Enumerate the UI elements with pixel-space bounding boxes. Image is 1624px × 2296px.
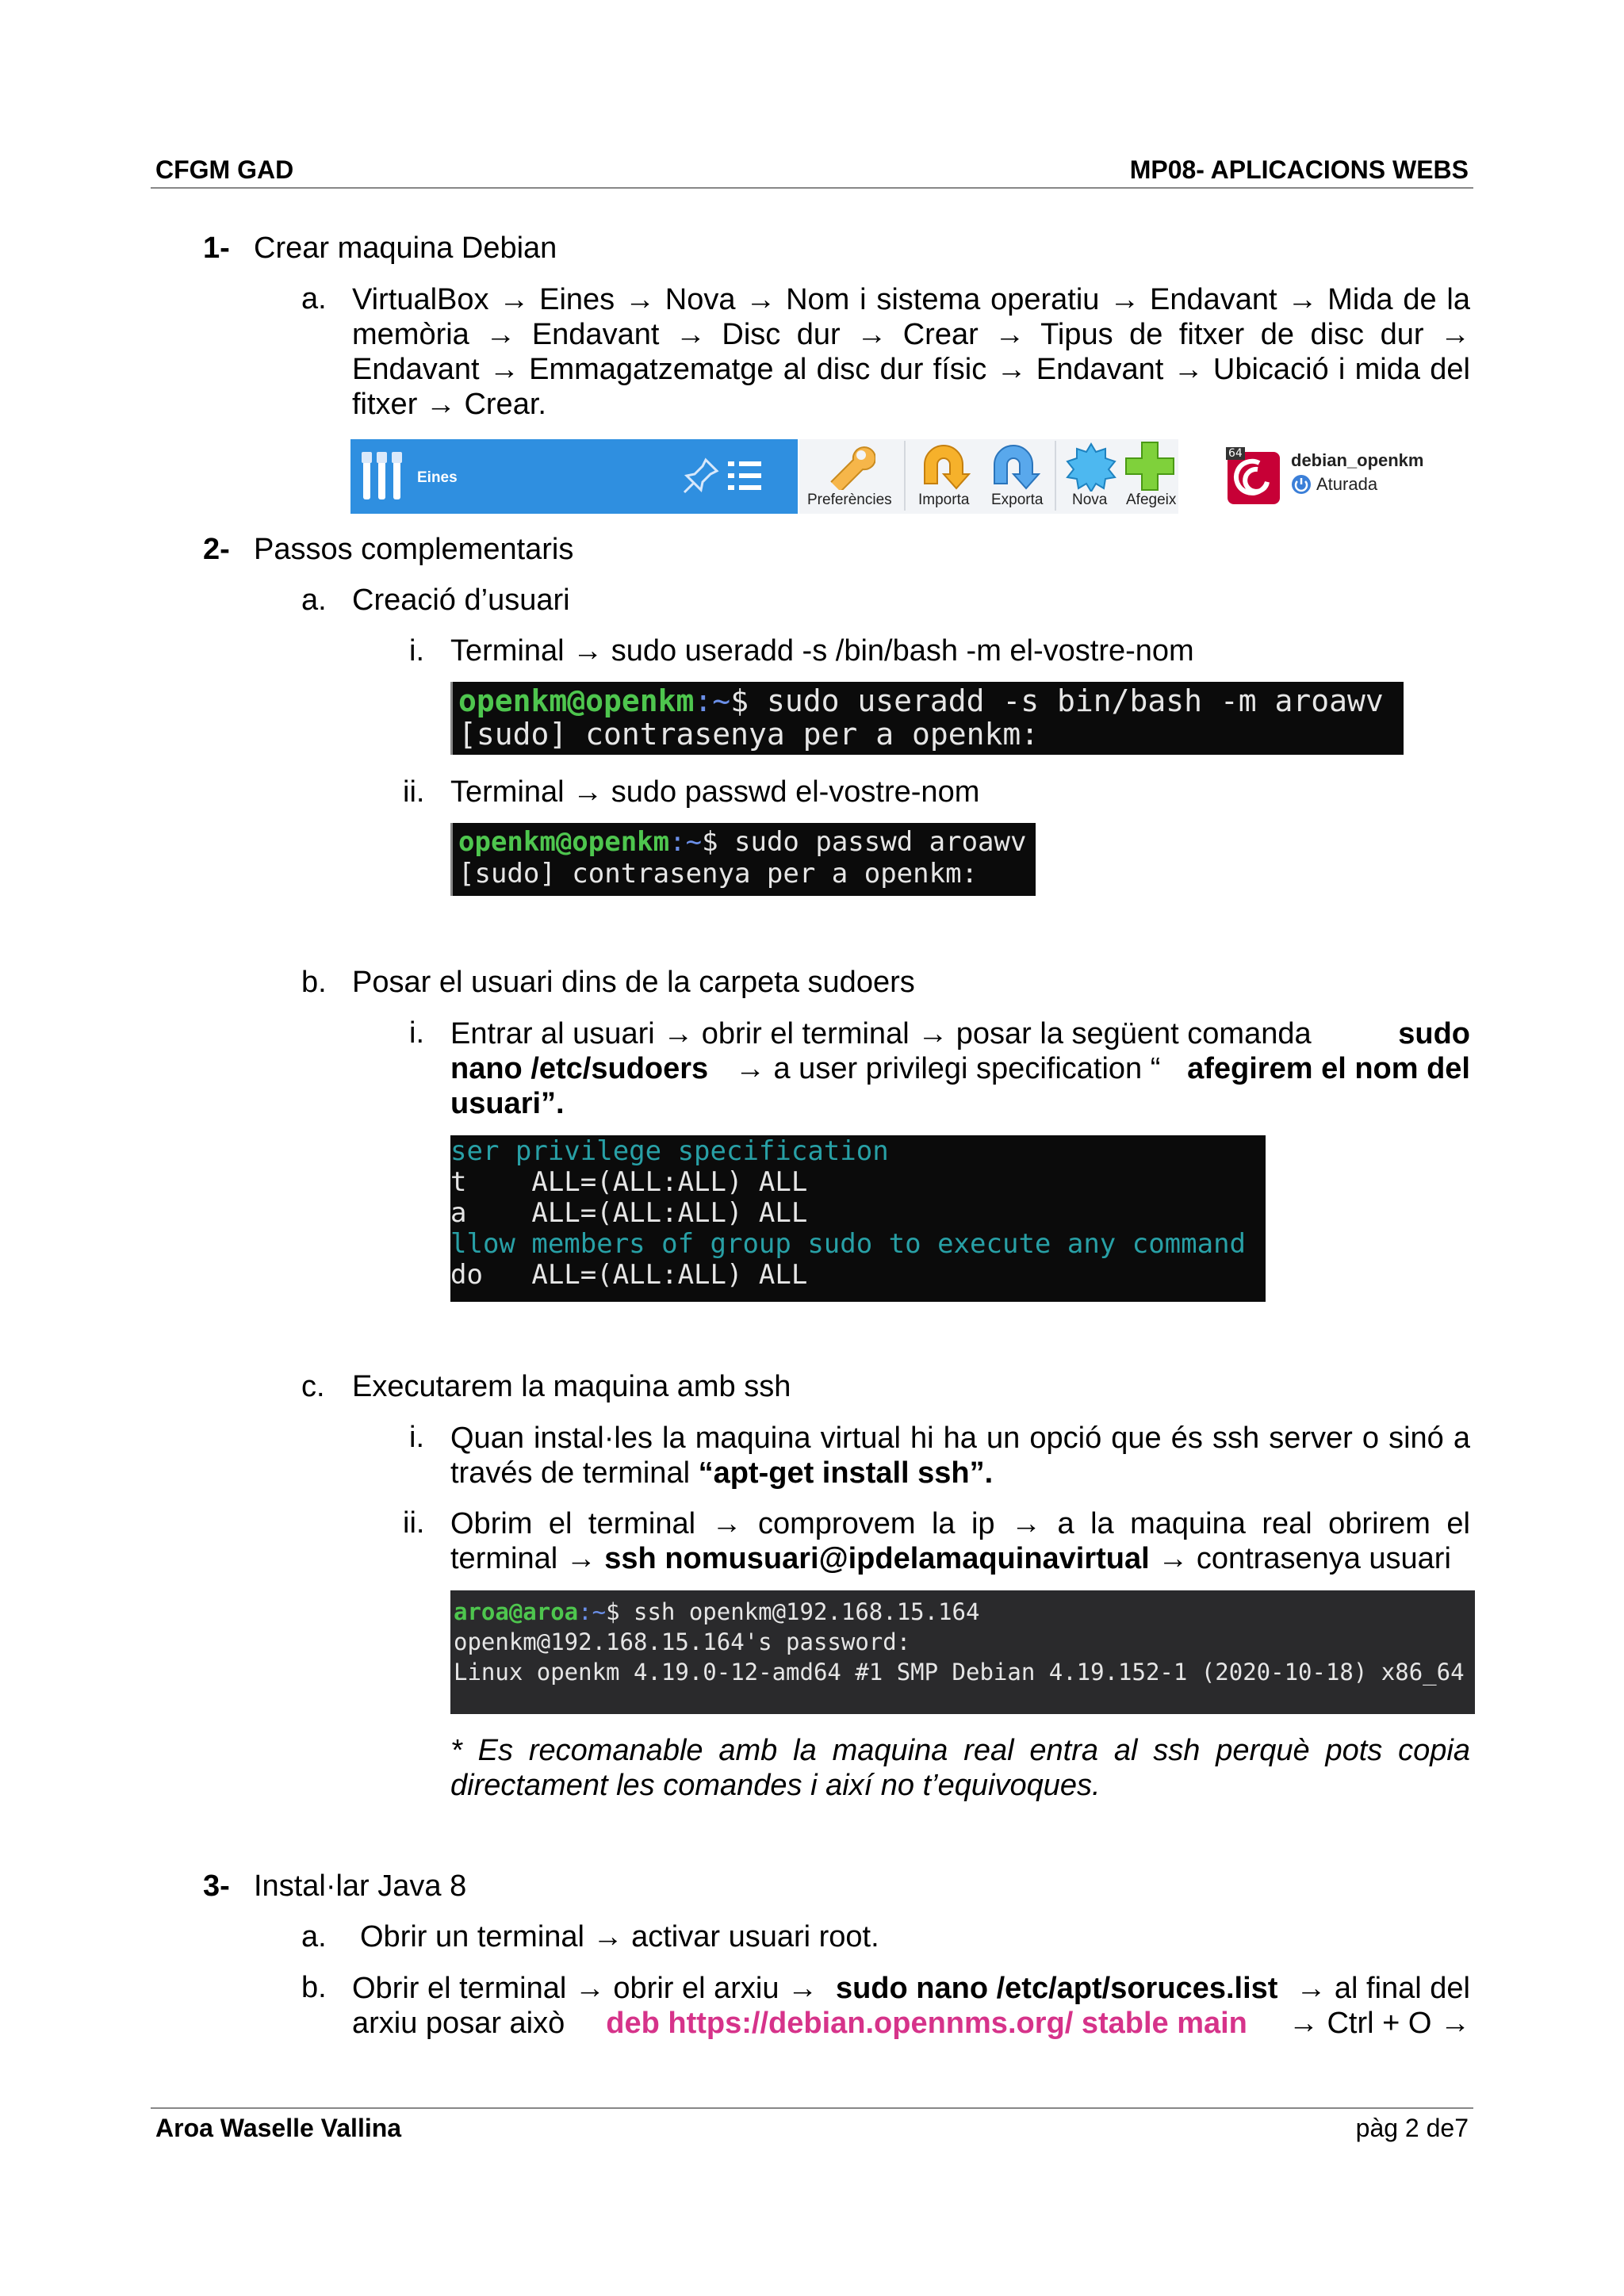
pin-icon[interactable] bbox=[682, 457, 720, 495]
item-2cii-label: ii. bbox=[403, 1506, 425, 1540]
item-2b-title: Posar el usuari dins de la carpeta sudoers bbox=[352, 966, 915, 999]
vm-name: debian_openkm bbox=[1291, 450, 1424, 470]
toolbar-buttons-area bbox=[799, 439, 1178, 514]
text-run-bold: nano /etc/sudoers bbox=[450, 1052, 709, 1085]
text-run: → Ctrl + O → bbox=[1288, 2007, 1470, 2040]
preferences-label[interactable]: Preferències bbox=[807, 492, 892, 508]
terminal-line bbox=[458, 683, 1384, 718]
item-2ci-text bbox=[450, 1421, 1470, 1490]
text-run: Obrir el terminal → obrir el arxiu → bbox=[352, 1972, 818, 2005]
item-2ci-line: Quan instal·les la maquina virtual hi ha un opció que és ssh server o sinó a bbox=[450, 1422, 1470, 1455]
item-2cii-line bbox=[450, 1541, 1470, 1576]
export-arrow-icon[interactable] bbox=[988, 442, 1040, 490]
text-run-bold: sudo nano /etc/apt/soruces.list bbox=[835, 1972, 1278, 2005]
terminal-edge bbox=[450, 682, 453, 755]
text-run: través de terminal bbox=[450, 1456, 699, 1490]
terminal-sudoers-screenshot bbox=[450, 1135, 1266, 1302]
section-2-title: Passos complementaris bbox=[254, 533, 574, 566]
item-2bi-line bbox=[450, 1016, 1470, 1051]
terminal-line: a ALL=(ALL:ALL) ALL bbox=[450, 1197, 808, 1229]
item-1a-text bbox=[352, 282, 1470, 422]
terminal-line: do ALL=(ALL:ALL) ALL bbox=[450, 1259, 808, 1291]
text-run: terminal → bbox=[450, 1542, 605, 1575]
ssh-note bbox=[450, 1733, 1470, 1803]
section-1-number: 1- bbox=[203, 232, 230, 265]
prompt-path: :~ bbox=[669, 826, 703, 858]
prompt-path: :~ bbox=[578, 1598, 607, 1625]
toolbar-separator bbox=[1055, 441, 1056, 511]
item-2bi-line bbox=[450, 1051, 1470, 1086]
new-gear-icon[interactable] bbox=[1066, 442, 1116, 492]
text-run-bold: “apt-get install ssh”. bbox=[698, 1456, 994, 1490]
item-2a-title: Creació d’usuari bbox=[352, 584, 570, 617]
terminal-line bbox=[458, 826, 1026, 858]
terminal-line: Linux openkm 4.19.0-12-amd64 #1 SMP Debian 4.19.152-1 (2020-10-18) x86_64 bbox=[454, 1659, 1465, 1686]
item-3b-text bbox=[352, 1971, 1470, 2041]
export-label[interactable]: Exporta bbox=[991, 492, 1044, 508]
note-line: * Es recomanable amb la maquina real entra al ssh perquè pots copia bbox=[450, 1734, 1470, 1767]
terminal-line: t ALL=(ALL:ALL) ALL bbox=[450, 1166, 808, 1198]
add-label[interactable]: Afegeix bbox=[1126, 492, 1177, 508]
import-arrow-icon[interactable] bbox=[918, 442, 971, 490]
item-2c-title: Executarem la maquina amb ssh bbox=[352, 1370, 791, 1403]
vm-state: Aturada bbox=[1316, 474, 1378, 494]
text-run: → a user privilegi specification “ bbox=[734, 1052, 1161, 1085]
item-1a-line: memòria → Endavant → Disc dur → Crear → Tipus de fitxer de disc dur → bbox=[352, 318, 1470, 351]
add-plus-icon[interactable] bbox=[1124, 441, 1175, 492]
preferences-wrench-icon[interactable] bbox=[823, 442, 875, 490]
text-run-bold: afegirem el nom del bbox=[1187, 1052, 1470, 1085]
eines-panel[interactable] bbox=[350, 439, 798, 514]
terminal-line: llow members of group sudo to execute any command bbox=[450, 1228, 1247, 1260]
vm-64-badge: 64 bbox=[1226, 447, 1245, 460]
header-left: CFGM GAD bbox=[155, 155, 294, 184]
new-label[interactable]: Nova bbox=[1072, 492, 1108, 508]
terminal-line bbox=[454, 1597, 979, 1627]
item-3b-line bbox=[352, 2006, 1470, 2041]
text-run-bold: sudo bbox=[1398, 1017, 1470, 1050]
prompt-user: aroa@aroa bbox=[454, 1598, 579, 1625]
item-1a-label: a. bbox=[301, 282, 327, 316]
section-2-number: 2- bbox=[203, 533, 230, 566]
section-3-title: Instal·lar Java 8 bbox=[254, 1869, 467, 1903]
header-rule bbox=[151, 187, 1473, 189]
import-label[interactable]: Importa bbox=[918, 492, 970, 508]
item-1a-line: Endavant → Emmagatzematge al disc dur físic → Endavant → Ubicació i mida del bbox=[352, 353, 1470, 386]
item-3a-text: Obrir un terminal → activar usuari root. bbox=[360, 1920, 879, 1954]
note-line: directament les comandes i així no t’equivoques. bbox=[450, 1769, 1101, 1802]
item-2a-label: a. bbox=[301, 584, 327, 617]
prompt-path: :~ bbox=[694, 683, 731, 718]
terminal-line: ser privilege specification bbox=[450, 1135, 889, 1167]
item-1a-line: fitxer → Crear. bbox=[352, 388, 546, 421]
footer-page-number: pàg 2 de7 bbox=[1355, 2114, 1469, 2142]
item-2cii-line: Obrim el terminal → comprovem la ip → a la maquina real obrirem el bbox=[450, 1507, 1470, 1540]
toolbar-separator bbox=[904, 441, 906, 511]
section-3-number: 3- bbox=[203, 1869, 230, 1903]
footer-rule bbox=[151, 2107, 1473, 2109]
item-2bi-line: usuari”. bbox=[450, 1087, 565, 1120]
section-1-title: Crear maquina Debian bbox=[254, 232, 557, 265]
text-run-bold: ssh nomusuari@ipdelamaquinavirtual bbox=[604, 1542, 1150, 1575]
item-2bi-label: i. bbox=[409, 1016, 424, 1050]
eines-label: Eines bbox=[417, 469, 458, 486]
text-run: → contrasenya usuari bbox=[1149, 1542, 1451, 1575]
terminal-command: $ ssh openkm@192.168.15.164 bbox=[606, 1598, 980, 1625]
text-run: Entrar al usuari → obrir el terminal → posar la següent comanda bbox=[450, 1017, 1312, 1050]
item-2ai-label: i. bbox=[409, 634, 424, 668]
terminal-line: [sudo] contrasenya per a openkm: bbox=[458, 717, 1040, 752]
item-2b-label: b. bbox=[301, 966, 327, 999]
repo-link[interactable]: deb https://debian.opennms.org/ stable main bbox=[606, 2007, 1247, 2040]
power-off-icon bbox=[1291, 474, 1312, 495]
prompt-user: openkm@openkm bbox=[458, 826, 670, 858]
terminal-passwd-screenshot bbox=[450, 823, 1036, 896]
terminal-command: $ sudo useradd -s bin/bash -m aroawv bbox=[730, 683, 1384, 718]
item-3a-label: a. bbox=[301, 1920, 327, 1954]
header-right: MP08- APLICACIONS WEBS bbox=[1129, 155, 1469, 184]
terminal-line: [sudo] contrasenya per a openkm: bbox=[458, 858, 979, 890]
item-2ci-line bbox=[450, 1456, 1470, 1490]
terminal-command: $ sudo passwd aroawv bbox=[702, 826, 1027, 858]
item-2cii-text bbox=[450, 1506, 1470, 1576]
terminal-ssh-screenshot bbox=[450, 1590, 1475, 1714]
prompt-user: openkm@openkm bbox=[458, 683, 695, 718]
text-run: arxiu posar això bbox=[352, 2007, 565, 2040]
terminal-edge bbox=[450, 823, 453, 896]
terminal-line: openkm@192.168.15.164's password: bbox=[454, 1628, 911, 1655]
footer-author: Aroa Waselle Vallina bbox=[155, 2114, 402, 2142]
item-1a-line: VirtualBox → Eines → Nova → Nom i sistema operatiu → Endavant → Mida de la bbox=[352, 283, 1470, 316]
item-2c-label: c. bbox=[301, 1370, 325, 1403]
item-2aii-label: ii. bbox=[403, 775, 425, 809]
item-2aii-text: Terminal → sudo passwd el-vostre-nom bbox=[450, 775, 980, 809]
item-2ai-text: Terminal → sudo useradd -s /bin/bash -m el-vostre-nom bbox=[450, 634, 1194, 668]
text-run: → al final del bbox=[1296, 1972, 1470, 2005]
vm-entry[interactable] bbox=[1197, 439, 1459, 514]
item-3b-label: b. bbox=[301, 1971, 327, 2004]
tools-icon bbox=[358, 450, 406, 503]
item-3b-line bbox=[352, 1971, 1470, 2006]
terminal-useradd-screenshot bbox=[450, 682, 1404, 755]
item-2bi-text bbox=[450, 1016, 1470, 1121]
list-menu-icon[interactable] bbox=[726, 458, 764, 493]
item-2ci-label: i. bbox=[409, 1421, 424, 1454]
